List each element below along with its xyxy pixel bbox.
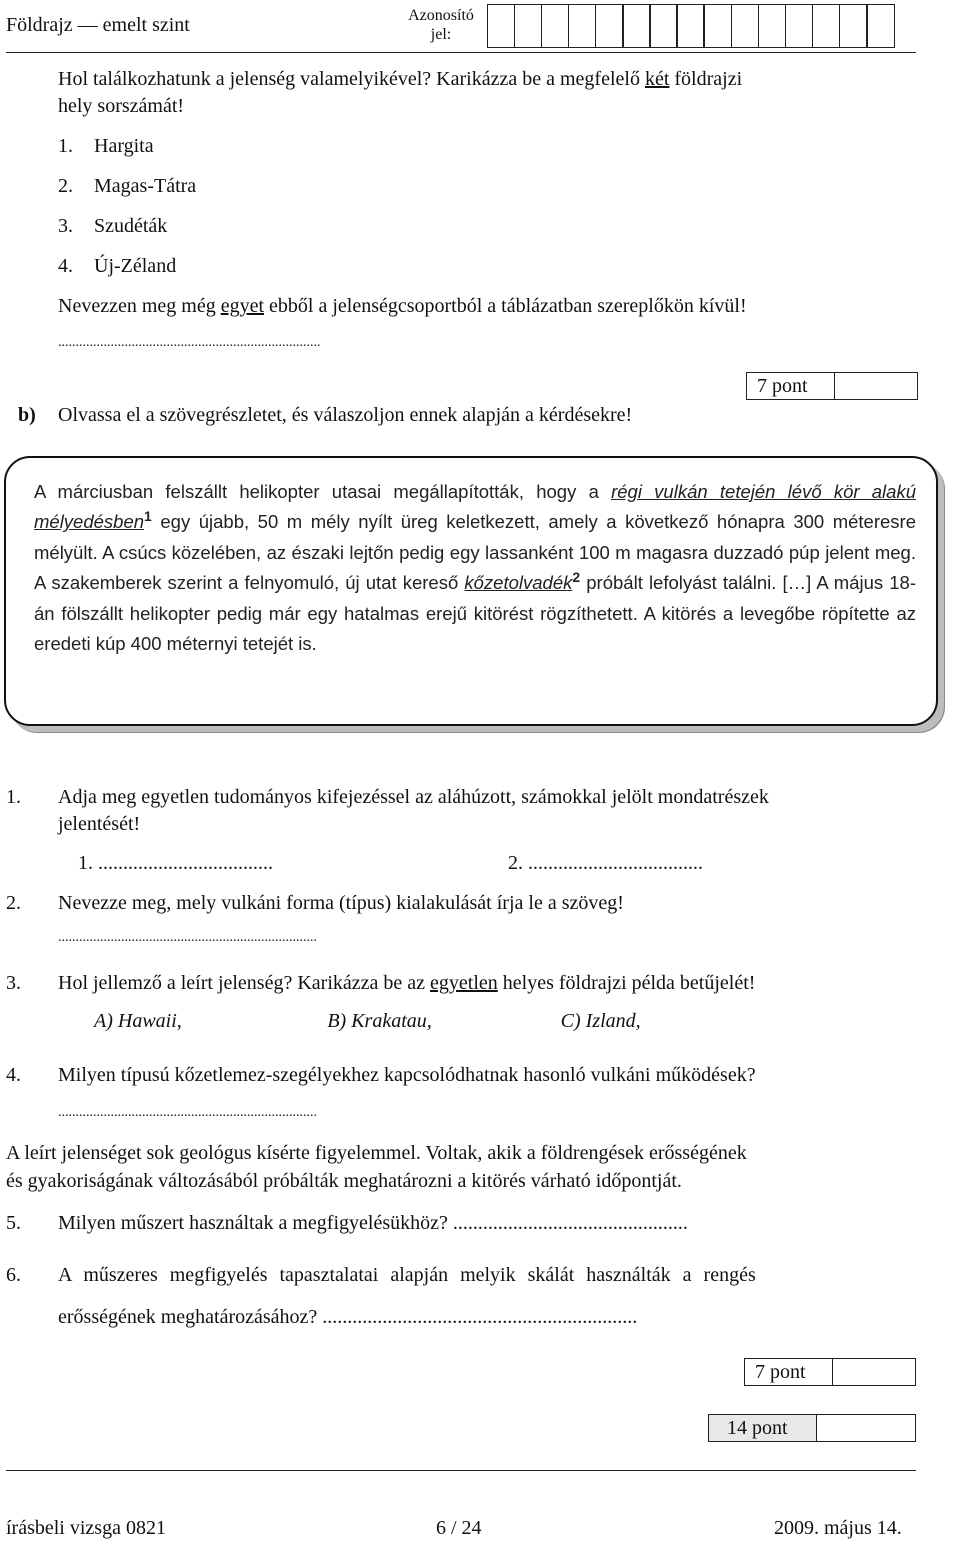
question-1-line2: jelentését!	[58, 813, 141, 835]
score-box-questions	[744, 1358, 916, 1386]
id-digit-box[interactable]	[812, 4, 841, 48]
answer-1-field[interactable]: 1. ...................................	[78, 852, 273, 874]
question-6: 6. A műszeres megfigyelés tapasztalatai alapján melyik skálát használták a rengés	[6, 1264, 756, 1286]
option-3[interactable]: 3. Szudéták	[58, 215, 168, 237]
score-box-total	[708, 1414, 916, 1442]
intro-text-line-2: és gyakoriságának változásából próbálták meghatározni a kitörés várható időpontját.	[6, 1170, 682, 1192]
question-2: 2. Nevezze meg, mely vulkáni forma (típus) kialakulását írja le a szöveg!	[6, 892, 624, 914]
id-digit-box[interactable]	[487, 4, 516, 48]
question-5: 5. Milyen műszert használtak a megfigyelésükhöz? ...............................................	[6, 1212, 688, 1234]
footer-exam: írásbeli vizsga 0821	[6, 1517, 166, 1539]
footer-divider	[6, 1470, 916, 1471]
option-1[interactable]: 1. Hargita	[58, 135, 154, 157]
answer-dots[interactable]: ...........................................................................	[58, 335, 321, 350]
option-a-hawaii[interactable]: A) Hawaii,	[94, 1010, 182, 1032]
footer-page-number: 6 / 24	[436, 1517, 482, 1539]
id-digit-box[interactable]	[731, 4, 760, 48]
question-4-answer-dots[interactable]: ..........................................................................	[58, 1105, 317, 1120]
id-digit-box[interactable]	[568, 4, 597, 48]
score-label: 7 pont	[747, 373, 835, 399]
id-digit-box[interactable]	[676, 4, 705, 48]
footer-date: 2009. május 14.	[774, 1517, 902, 1539]
id-digit-box[interactable]	[514, 4, 543, 48]
name-another-line: Nevezzen meg még egyet ebből a jelenségcsoportból a táblázatban szereplőkön kívül!	[58, 295, 747, 317]
id-digit-box[interactable]	[785, 4, 814, 48]
id-digit-box[interactable]	[758, 4, 787, 48]
id-digit-box[interactable]	[839, 4, 868, 48]
header-title: Földrajz — emelt szint	[6, 14, 190, 36]
id-digit-box[interactable]	[703, 4, 732, 48]
passage-text: A márciusban felszállt helikopter utasai megállapították, hogy a régi vulkán tetején lévő kör alakú mélyedésben$^1$ egy újabb, 50 m mély nyílt üreg keletkezett, amely a következő hónapra 300 méteresre mélyült. A csúcs közelében, az északi lejtőn pedig egy lassanként 100 m magasra duzzadó púp jelent meg. A szakemberek szerint a felnyomuló, új utat kereső kőzetolvadék$^2$ próbált lefolyást találni. […] A május 18-án fölszállt helikopter pedig már egy hatalmas erejű kitörést rögzíthetett. A kitörés a levegőbe röpítette az eredeti kúp 400 méternyi tetejét is.	[34, 481, 916, 655]
id-digit-box[interactable]	[866, 4, 895, 48]
score-label: 7 pont	[745, 1359, 833, 1385]
question-2-answer-dots[interactable]: ..........................................................................	[58, 930, 317, 945]
question-3-options	[94, 1010, 794, 1033]
id-digit-box[interactable]	[649, 4, 678, 48]
total-score-label: 14 pont	[709, 1415, 817, 1441]
id-digit-box[interactable]	[622, 4, 651, 48]
id-digit-box[interactable]	[541, 4, 570, 48]
score-field[interactable]	[833, 1359, 915, 1385]
question-4: 4. Milyen típusú kőzetlemez-szegélyekhez kapcsolódhatnak hasonló vulkáni működések?	[6, 1064, 756, 1086]
id-boxes	[488, 4, 895, 48]
id-label: Azonosító jel:	[408, 7, 474, 43]
option-c-izland[interactable]: C) Izland,	[560, 1010, 641, 1032]
question-line-2: hely sorszámát!	[58, 95, 185, 117]
underlined-phrase-1: régi vulkán tetején lévő kör alakú mélyedésben	[34, 481, 916, 533]
score-field[interactable]	[835, 373, 917, 399]
intro-text-line-1: A leírt jelenséget sok geológus kísérte figyelemmel. Voltak, akik a földrengések erősségének	[6, 1142, 747, 1164]
score-box-b	[746, 372, 918, 400]
question-3: 3. Hol jellemző a leírt jelenség? Karikázza be az egyetlen helyes földrajzi példa betűjelét!	[6, 972, 756, 994]
question-6-line2: erősségének meghatározásához? ...............................................................	[58, 1306, 638, 1328]
option-4[interactable]: 4. Új-Zéland	[58, 255, 177, 277]
answer-2-field[interactable]: 2. ...................................	[508, 852, 703, 874]
id-digit-box[interactable]	[595, 4, 624, 48]
option-b-krakatau[interactable]: B) Krakatau,	[327, 1010, 432, 1032]
total-score-field[interactable]	[817, 1415, 915, 1441]
underlined-phrase-2: kőzetolvadék	[464, 572, 573, 594]
option-2[interactable]: 2. Magas-Tátra	[58, 175, 197, 197]
question-1: 1. Adja meg egyetlen tudományos kifejezéssel az aláhúzott, számokkal jelölt mondatrészek	[6, 786, 769, 808]
section-b-instruction: b) Olvassa el a szövegrészletet, és válaszoljon ennek alapján a kérdésekre!	[18, 404, 633, 426]
question-line: Hol találkozhatunk a jelenség valamelyikével? Karikázza be a megfelelő két földrajzi	[58, 68, 743, 90]
header-divider	[6, 52, 916, 53]
